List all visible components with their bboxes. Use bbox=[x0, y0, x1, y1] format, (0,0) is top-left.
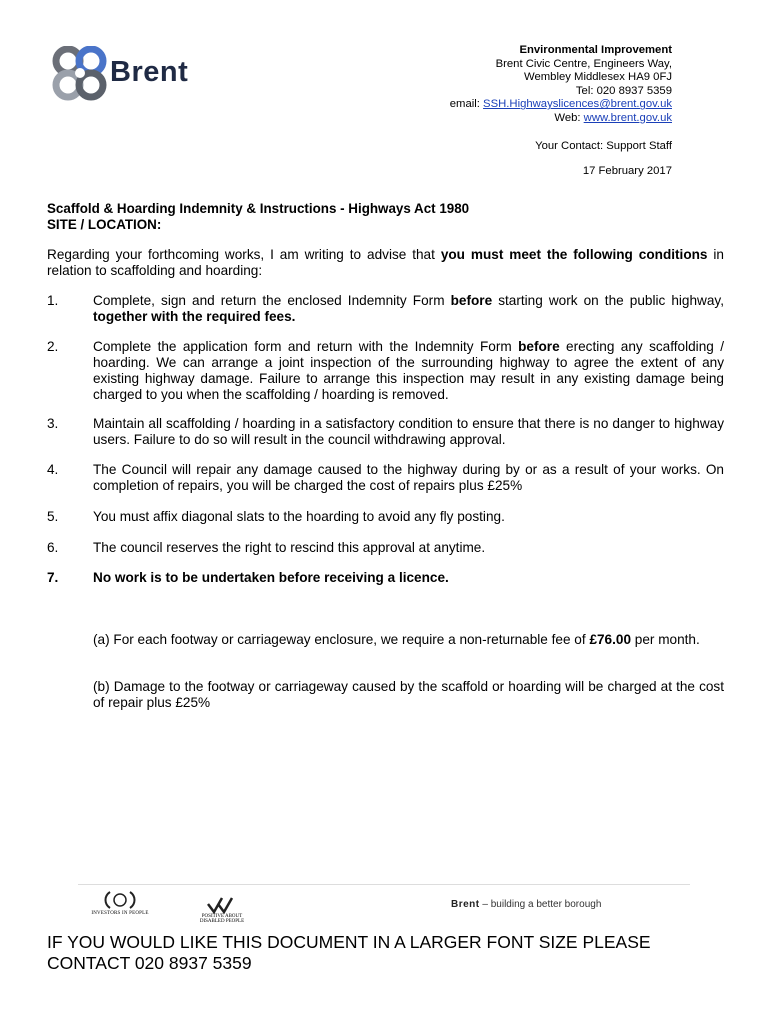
address-line-2: Wembley Middlesex HA9 0FJ bbox=[524, 71, 672, 84]
tagline-text: – building a better borough bbox=[479, 899, 602, 910]
intro-text: Regarding your forthcoming works, I am writing to advise that bbox=[47, 247, 441, 262]
document-title bbox=[47, 201, 469, 233]
email-label: email: bbox=[449, 98, 484, 111]
intro-paragraph bbox=[47, 247, 724, 279]
fee-paragraph-a: (a) For each footway or carriageway enclosure, we require a non-returnable fee of £76.00 per month. bbox=[93, 632, 700, 647]
item-text: The council reserves the right to rescind this approval at anytime. bbox=[93, 540, 486, 555]
fee-paragraph-b: (b) Damage to the footway or carriageway caused by the scaffold or hoarding will be charged at the cost of repair plus £25% bbox=[93, 679, 724, 710]
item-number: 5. bbox=[47, 509, 59, 524]
web-label: Web: bbox=[554, 111, 584, 124]
telephone: Tel: 020 8937 5359 bbox=[575, 84, 672, 97]
title-line-2: SITE / LOCATION: bbox=[47, 217, 162, 232]
web-line bbox=[312, 112, 672, 126]
item-number: 7. bbox=[47, 570, 59, 585]
positive-about-disabled-logo bbox=[194, 888, 250, 922]
brent-logo bbox=[52, 46, 202, 102]
investors-in-people-logo bbox=[80, 890, 160, 920]
brent-tagline bbox=[451, 899, 601, 910]
brent-wordmark: Brent bbox=[110, 56, 189, 88]
item-number: 6. bbox=[47, 540, 59, 555]
item-text: The Council will repair any damage caused to the highway during by or as a result of your works. On completion of repairs, you will be charged the cost of repairs plus £25% bbox=[93, 462, 724, 493]
condition-item-6 bbox=[47, 540, 724, 556]
item-number: 2. bbox=[47, 339, 59, 354]
email-line bbox=[312, 98, 672, 112]
condition-item-5 bbox=[47, 509, 724, 525]
title-line-1: Scaffold & Hoarding Indemnity & Instructions - Highways Act 1980 bbox=[47, 201, 470, 216]
your-contact: Your Contact: Support Staff bbox=[535, 139, 672, 152]
footer-divider bbox=[78, 884, 690, 885]
item-text: No work is to be undertaken before receiving a licence. bbox=[93, 570, 449, 585]
positive-caption: POSITIVE ABOUT DISABLED PEOPLE bbox=[199, 914, 245, 924]
department: Environmental Improvement bbox=[519, 44, 672, 56]
laurel-wreath-icon bbox=[80, 890, 160, 912]
large-print-notice bbox=[47, 932, 727, 974]
item-text: You must affix diagonal slats to the hoarding to avoid any fly posting. bbox=[93, 509, 505, 524]
intro-text-end: in relation to scaffolding and hoarding: bbox=[47, 247, 724, 278]
address-line-1: Brent Civic Centre, Engineers Way, bbox=[495, 57, 672, 70]
letter-date: 17 February 2017 bbox=[582, 165, 672, 178]
brent-logo-icon bbox=[52, 46, 108, 102]
large-print-line-1: IF YOU WOULD LIKE THIS DOCUMENT IN A LARGER FONT SIZE PLEASE bbox=[47, 932, 651, 952]
item-number: 4. bbox=[47, 462, 59, 477]
item-text: Maintain all scaffolding / hoarding in a satisfactory condition to ensure that there is no danger to highway users. Failure to do so will result in the council withdrawing approval. bbox=[93, 416, 724, 447]
address-block bbox=[312, 44, 672, 179]
intro-bold: you must meet the following conditions bbox=[440, 247, 708, 262]
iip-caption: INVESTORS IN PEOPLE bbox=[91, 911, 149, 916]
condition-item-2 bbox=[47, 339, 724, 403]
condition-item-7 bbox=[47, 570, 724, 586]
item-text: Complete the application form and return with the Indemnity Form before erecting any scaffolding / hoarding. We can arrange a joint inspection of the surrounding highway to agree the extent of any existing highway damage. Failure to arrange this inspection may result in any existing damage being charged to you when the scaffolding / hoarding is removed. bbox=[93, 339, 724, 402]
condition-item-4 bbox=[47, 462, 724, 494]
condition-item-1 bbox=[47, 293, 724, 325]
item-text: Complete, sign and return the enclosed Indemnity Form before starting work on the public highway, together with the required fees. bbox=[93, 293, 724, 324]
web-link[interactable]: www.brent.gov.uk bbox=[583, 111, 672, 124]
large-print-line-2: CONTACT 020 8937 5359 bbox=[47, 953, 252, 973]
item-number: 1. bbox=[47, 293, 59, 308]
tagline-brand: Brent bbox=[451, 899, 480, 910]
item-number: 3. bbox=[47, 416, 59, 431]
condition-item-3 bbox=[47, 416, 724, 448]
email-link[interactable]: SSH.Highwayslicences@brent.gov.uk bbox=[483, 98, 672, 111]
